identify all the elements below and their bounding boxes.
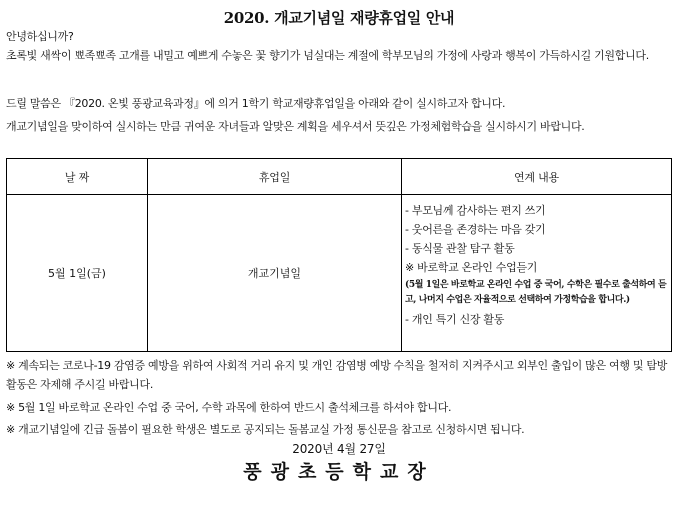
intro-paragraph: 초록빛 새싹이 뾰족뾰족 고개를 내밀고 예쁘게 수놓은 꽃 향기가 넘실대는 계절에 학부모님의 가정에 사랑과 행복이 가득하시길 기원합니다.: [6, 49, 649, 62]
content-item-observation: - 동식물 관찰 탐구 활동: [405, 242, 515, 255]
greeting-text: 안녕하십니까?: [6, 30, 74, 43]
content-item-talent: - 개인 특기 신장 활동: [405, 313, 505, 326]
notice-paragraph: 드릴 말씀은 『2020. 온빛 풍광교육과정』에 의거 1학기 학교재량휴업일을 아래와 같이 실시하고자 합니다.: [6, 97, 506, 110]
header-holiday: 휴업일: [148, 159, 402, 195]
note-care-class: ※ 개교기념일에 긴급 돌봄이 필요한 학생은 별도로 공지되는 돌봄교실 가정 통신문을 참고로 신청하시면 됩니다.: [6, 423, 525, 436]
content-item-letter: - 부모님께 감사하는 편지 쓰기: [405, 204, 546, 217]
school-principal: 풍광초등학교장: [243, 461, 435, 483]
cell-holiday: 개교기념일: [148, 195, 402, 352]
cell-date: 5월 1일(금): [7, 195, 148, 352]
issue-date: 2020년 4월 27일: [292, 442, 386, 456]
document-title: 2020. 개교기념일 재량휴업일 안내: [223, 9, 455, 27]
table-row: [7, 195, 672, 352]
note-covid: ※ 계속되는 코로나-19 감염증 예방을 위하여 사회적 거리 유지 및 개인 감염병 예방 수칙을 철저히 지켜주시고 외부인 출입이 많은 여행 및 탐방 활동은 자제해 주시길 바랍니다.: [6, 359, 668, 391]
header-content: 연계 내용: [402, 159, 672, 195]
note-attendance: ※ 5월 1일 바로학교 온라인 수업 중 국어, 수학 과목에 한하여 반드시 출석체크를 하셔야 합니다.: [6, 401, 452, 414]
schedule-table: [6, 158, 672, 352]
table-header-row: [7, 159, 672, 195]
content-item-online-class: ※ 바로학교 온라인 수업듣기: [405, 261, 538, 274]
online-class-note: (5월 1일은 바로학교 온라인 수업 중 국어, 수학은 필수로 출석하여 듣고, 나머지 수업은 자율적으로 선택하여 가정학습을 합니다.): [405, 280, 667, 305]
purpose-paragraph: 개교기념일을 맞이하여 실시하는 만큼 귀여운 자녀들과 알맞은 계획을 세우셔서 뜻깊은 가정체험학습을 실시하시기 바랍니다.: [6, 120, 585, 133]
content-item-respect: - 웃어른을 존경하는 마음 갖기: [405, 223, 546, 236]
cell-content: [402, 195, 672, 352]
header-date: 날 짜: [7, 159, 148, 195]
